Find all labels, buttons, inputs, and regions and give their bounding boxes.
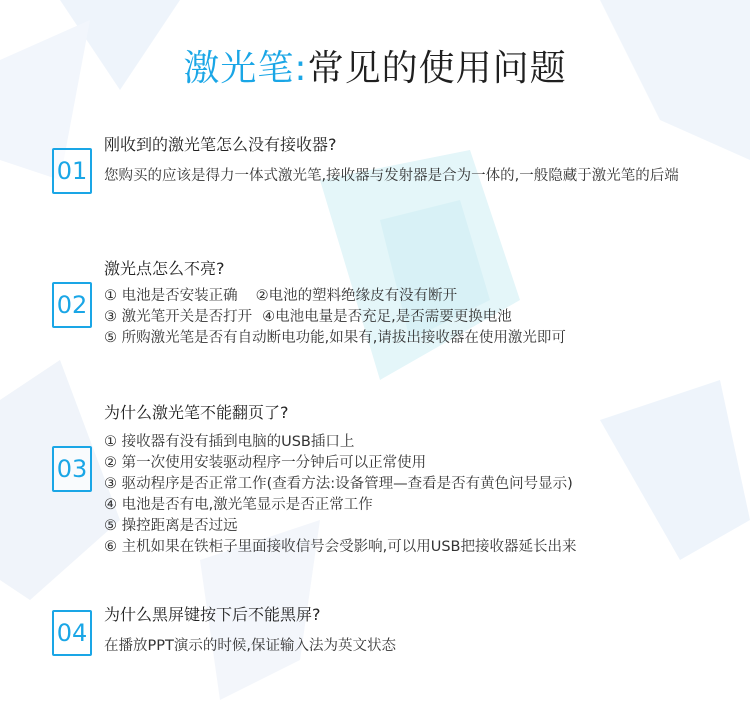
item-number-badge: 04 (52, 610, 92, 656)
answer-line: ① 接收器有没有插到电脑的USB插口上 (104, 434, 355, 450)
faq-question: 激光点怎么不亮? (104, 259, 225, 278)
answer-point: ⑤ 所购激光笔是否有自动断电功能,如果有,请拔出接收器在使用激光即可 (104, 330, 566, 346)
answer-text: 在播放PPT演示的时候,保证输入法为英文状态 (104, 638, 396, 654)
answer-line: ② 第一次使用安装驱动程序一分钟后可以正常使用 (104, 455, 427, 471)
answer-line (104, 328, 566, 349)
faq-question: 刚收到的激光笔怎么没有接收器? (104, 135, 337, 154)
answer-point: ②电池的塑料绝缘皮有没有断开 (255, 288, 458, 304)
answer-point: ④电池电量是否充足,是否需要更换电池 (262, 309, 512, 325)
answer-line (104, 286, 566, 307)
faq-answer (104, 166, 704, 187)
item-number-badge: 03 (52, 446, 92, 492)
answer-line: ⑤ 操控距离是否过远 (104, 518, 238, 534)
title-rest: 常见的使用问题 (307, 48, 567, 89)
faq-answer (104, 432, 576, 558)
answer-line (104, 307, 566, 328)
answer-point: ① 电池是否安装正确 (104, 288, 238, 304)
answer-line: ⑥ 主机如果在铁柜子里面接收信号会受影响,可以用USB把接收器延长出来 (104, 539, 577, 555)
page-title (0, 40, 750, 91)
item-number-badge: 01 (52, 148, 92, 194)
answer-line: ③ 驱动程序是否正常工作(查看方法:设备管理—查看是否有黄色问号显示) (104, 476, 573, 492)
answer-text: 您购买的应该是得力一体式激光笔,接收器与发射器是合为一体的,一般隐藏于激光笔的后端 (104, 168, 679, 184)
answer-line: ④ 电池是否有电,激光笔显示是否正常工作 (104, 497, 373, 513)
faq-question: 为什么黑屏键按下后不能黑屏? (104, 605, 321, 624)
faq-answer (104, 636, 396, 657)
item-number-badge: 02 (52, 282, 92, 328)
faq-answer (104, 286, 566, 349)
title-accent: 激光笔: (183, 48, 308, 89)
answer-point: ③ 激光笔开关是否打开 (104, 309, 253, 325)
faq-question: 为什么激光笔不能翻页了? (104, 403, 289, 422)
